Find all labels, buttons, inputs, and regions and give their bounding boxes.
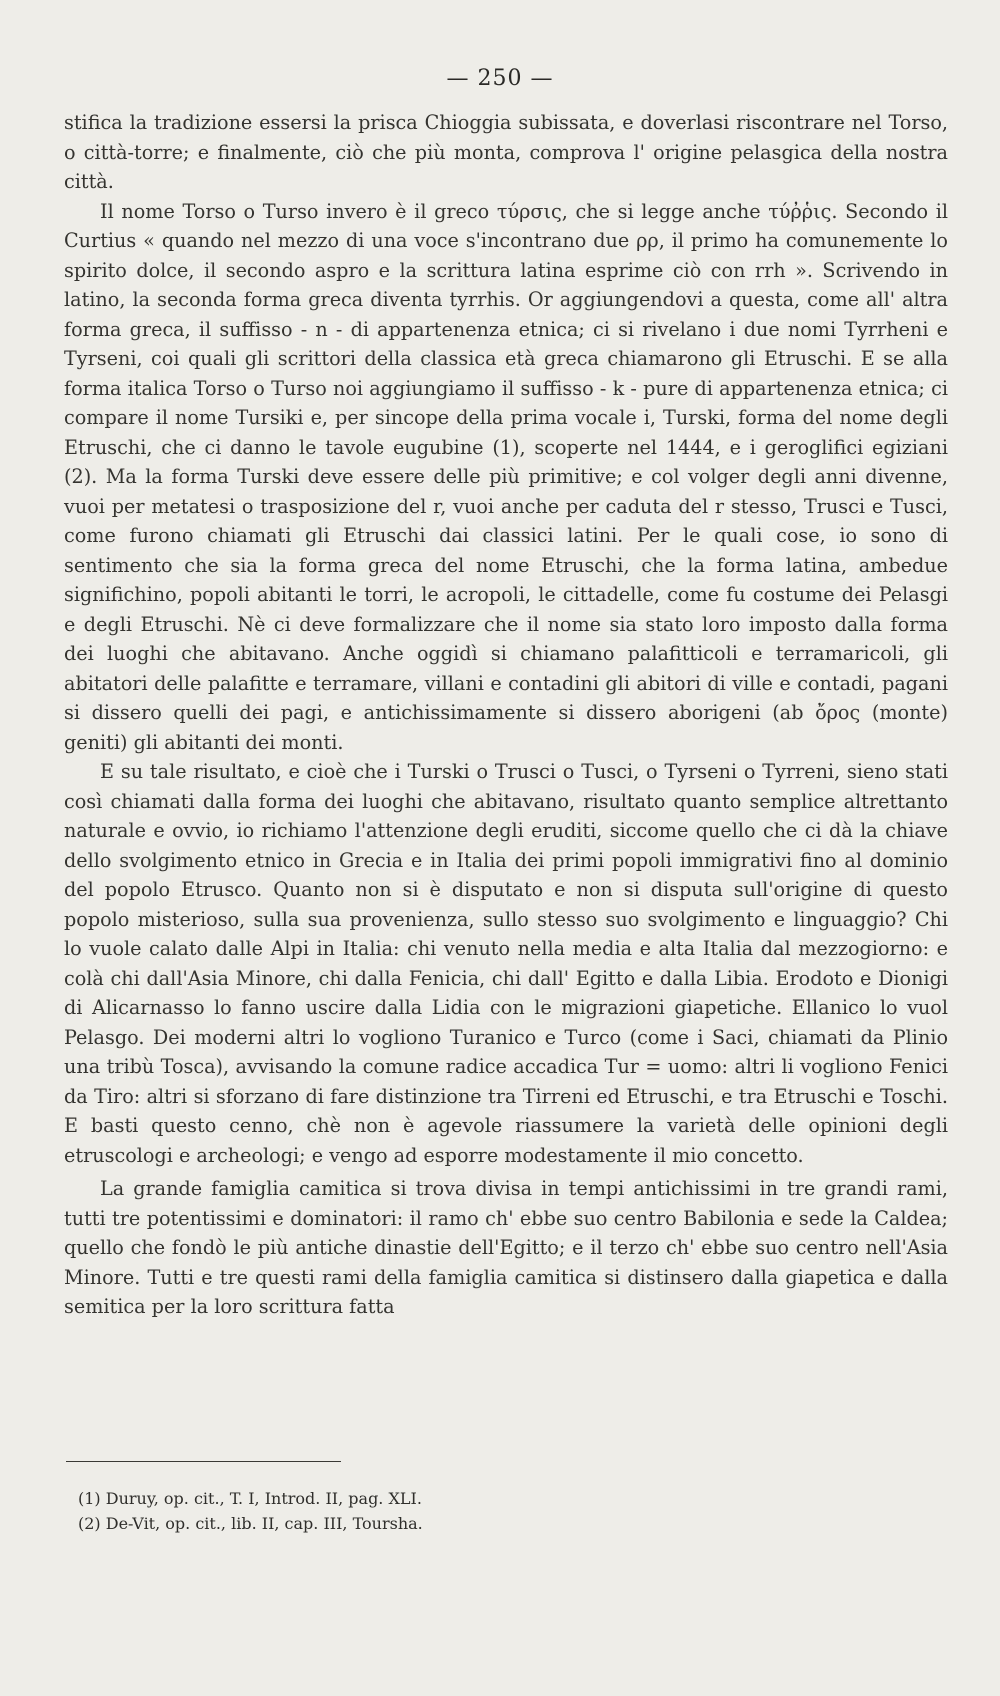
footnotes: [78, 1486, 578, 1536]
footnote: (1) Duruy, op. cit., T. I, Introd. II, pag. XLI.: [78, 1489, 422, 1508]
body-text: [64, 108, 948, 1322]
paragraph: La grande famiglia camitica si trova divisa in tempi antichissimi in tre grandi rami, tutti tre potentissimi e dominatori: il ramo ch' ebbe suo centro Babilonia e sede la Caldea; quello che fondò le più antiche dinastie dell'Egitto; e il terzo ch' ebbe suo centro nell'Asia Minore. Tutti e tre questi rami della famiglia camitica si distinsero dalla giapetica e dalla semitica per la loro scrittura fatta: [64, 1177, 948, 1318]
footnote: (2) De-Vit, op. cit., lib. II, cap. III, Toursha.: [78, 1514, 423, 1533]
page-number: — 250 —: [446, 66, 554, 91]
paragraph: E su tale risultato, e cioè che i Turski o Trusci o Tusci, o Tyrseni o Tyrreni, sieno stati così chiamati dalla forma dei luoghi che abitavano, risultato quanto semplice altrettanto naturale e ovvio, io richiamo l'attenzione degli eruditi, siccome quello che ci dà la chiave dello svolgimento etnico in Grecia e in Italia dei primi popoli immigrativi fino al dominio del popolo Etrusco. Quanto non si è disputato e non si disputa sull'origine di questo popolo misterioso, sulla sua provenienza, sullo stesso suo svolgimento e linguaggio? Chi lo vuole calato dalle Alpi in Italia: chi venuto nella media e alta Italia dal mezzogiorno: e colà chi dall'Asia Minore, chi dalla Fenicia, chi dall' Egitto e dalla Libia. Erodoto e Dionigi di Alicarnasso lo fanno uscire dalla Lidia con le migrazioni giapetiche. Ellanico lo vuol Pelasgo. Dei moderni altri lo vogliono Turanico e Turco (come i Saci, chiamati da Plinio una tribù Tosca), avvisando la comune radice accadica Tur = uomo: altri li vogliono Fenici da Tiro: altri si sforzano di fare distinzione tra Tirreni ed Etruschi, e tra Etruschi e Toschi. E basti questo cenno, chè non è agevole riassumere la varietà delle opinioni degli etruscologi e archeologi; e vengo ad esporre modestamente il mio concetto.: [64, 760, 948, 1167]
paragraph: Il nome Torso o Turso invero è il greco τύρσις, che si legge anche τύῤῥις. Secondo il Curtius « quando nel mezzo di una voce s'incontrano due ρρ, il primo ha comunemente lo spirito dolce, il secondo aspro e la scrittura latina esprime ciò con rrh ». Scrivendo in latino, la seconda forma greca diventa tyrrhis. Or aggiungendovi a questa, come all' altra forma greca, il suffisso - n - di appartenenza etnica; ci si rivelano i due nomi Tyrrheni e Tyrseni, coi quali gli scrittori della classica età greca chiamarono gli Etruschi. E se alla forma italica Torso o Turso noi aggiungiamo il suffisso - k - pure di appartenenza etnica; ci compare il nome Tursiki e, per sincope della prima vocale i, Turski, forma del nome degli Etruschi, che ci danno le tavole eugubine (1), scoperte nel 1444, e i geroglifici egiziani (2). Ma la forma Turski deve essere delle più primitive; e col volger degli anni divenne, vuoi per metatesi o trasposizione del r, vuoi anche per caduta del r stesso, Trusci e Tusci, come furono chiamati gli Etruschi dai classici latini. Per le quali cose, io sono di sentimento che sia la forma greca del nome Etruschi, che la forma latina, ambedue significhino, popoli abitanti le torri, le acropoli, le cittadelle, come fu costume dei Pelasgi e degli Etruschi. Nè ci deve formalizzare che il nome sia stato loro imposto dalla forma dei luoghi che abitavano. Anche oggidì si chiamano palafitticoli e terramaricoli, gli abitatori delle palafitte e terramare, villani e contadini gli abitori di ville e contadi, pagani si dissero quelli dei pagi, e antichissimamente si dissero aborigeni (ab ὄρος (monte) geniti) gli abitanti dei monti.: [64, 199, 948, 754]
paragraph: stifica la tradizione essersi la prisca Chioggia subissata, e doverlasi riscontrare nel Torso, o città-torre; e finalmente, ciò che più monta, comprova l' origine pelasgica della nostra città.: [64, 111, 948, 193]
footnote-divider: [66, 1461, 341, 1462]
